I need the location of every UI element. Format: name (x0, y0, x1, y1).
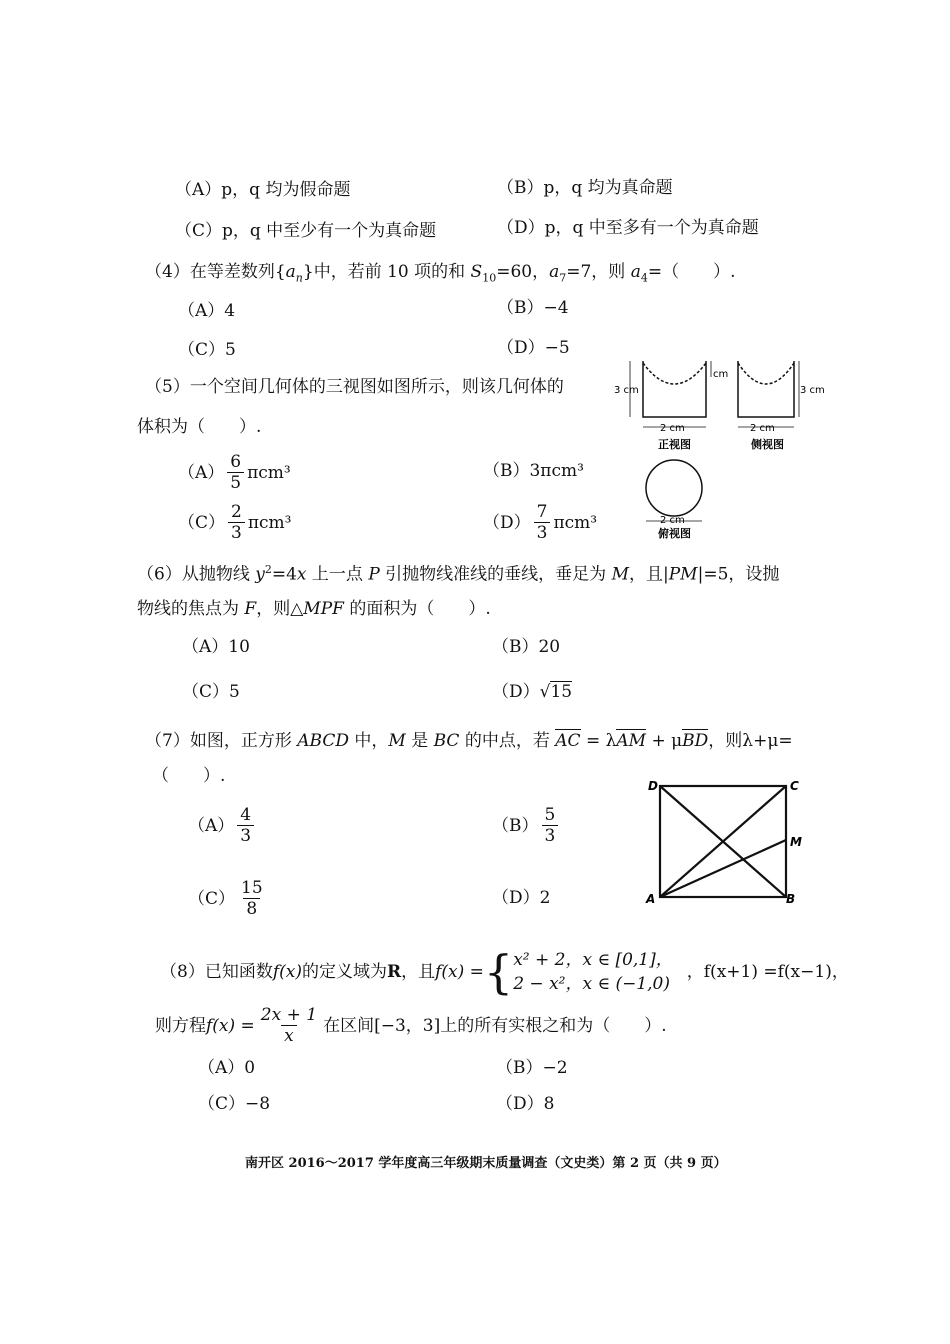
vertex-b-label: B (786, 892, 796, 906)
q3-option-b: （B）p，q 均为真命题 (497, 178, 673, 198)
side-view (738, 361, 799, 427)
q7-option-b: （B） $\frac{5}{3}$ (492, 805, 561, 846)
q5-option-c: （C） $\frac{2}{3}$ πcm³ (178, 502, 292, 543)
q8-option-b: （B）−2 (496, 1058, 568, 1078)
q7-stem-line1: （7）如图，正方形 ABCD 中，M 是 BC 的中点，若 AC = λAM + μBD，则λ+μ= (145, 731, 793, 751)
side-view-caption: 侧视图 (751, 438, 784, 451)
q4-option-b: （B）−4 (497, 298, 569, 318)
point-m-label: M (790, 835, 802, 849)
q6-option-d: （D）√15 (492, 682, 573, 702)
vertex-a-label: A (646, 892, 656, 906)
top-view-caption: 俯视图 (658, 527, 691, 540)
q8-option-c: （C）−8 (198, 1094, 271, 1114)
top-view-circle (646, 460, 702, 516)
q6-stem-line2: 物线的焦点为 F，则△MPF 的面积为（ ）. (137, 599, 491, 619)
front-view-caption: 正视图 (658, 438, 691, 451)
page-footer: 南开区 2016～2017 学年度高三年级期末质量调查（文史类）第 2 页（共 9 页） (245, 1156, 727, 1171)
q7-square-figure (640, 772, 820, 912)
side-dim-width: 2 cm (750, 423, 775, 434)
front-dim-depth: cm (713, 369, 729, 380)
front-dim-width: 2 cm (660, 423, 685, 434)
q7-option-a: （A） $\frac{4}{3}$ (188, 805, 257, 846)
q8-option-a: （A）0 (198, 1058, 256, 1078)
vertex-d-label: D (648, 779, 658, 793)
q5-stem-line2: 体积为（ ）. (137, 417, 262, 437)
q3-option-a: （A）p，q 均为假命题 (175, 180, 351, 200)
vertex-c-label: C (790, 779, 799, 793)
side-dim-height: 3 cm (800, 385, 825, 396)
q5-option-d: （D） $\frac{7}{3}$ πcm³ (483, 502, 598, 543)
q4-stem: （4）在等差数列$\{a_n\}$中，若前 10 项的和 $S_{10}=60$，$a_7=7$，则 $a_4=$（ ）. (145, 262, 736, 285)
q7-stem-line2: （ ）. (152, 766, 226, 786)
q8-stem-line2: 则方程 f(x) = $\frac{2x + 1}{x}$ 在区间[−3，3]上的所有实根之和为（ ）. (155, 1005, 667, 1046)
q5-three-view-figure (610, 355, 840, 545)
q3-option-c: （C）p，q 中至少有一个为真命题 (175, 221, 437, 241)
top-dim-width: 2 cm (660, 515, 685, 526)
q7-option-d: （D）2 (492, 888, 551, 908)
q4-option-a: （A）4 (178, 301, 236, 321)
q3-option-d: （D）p，q 中至多有一个为真命题 (497, 218, 759, 238)
q5-option-a: （A） $\frac{6}{5}$ πcm³ (178, 452, 291, 493)
q4-option-c: （C）5 (178, 340, 236, 360)
front-view (630, 361, 711, 427)
q5-option-b: （B）3πcm³ (483, 461, 584, 481)
segment-am (660, 840, 786, 897)
q5-stem-line1: （5）一个空间几何体的三视图如图所示，则该几何体的 (145, 377, 564, 397)
q7-option-c: （C） $\frac{15}{8}$ (188, 878, 263, 919)
q4-option-d: （D）−5 (497, 338, 570, 358)
q8-option-d: （D）8 (496, 1094, 555, 1114)
q6-stem-line1: （6）从抛物线 $y^2=4x$ 上一点 P 引抛物线准线的垂线，垂足为 M，且|PM|=5，设抛 (137, 563, 780, 585)
q6-option-c: （C）5 (182, 682, 240, 702)
q6-option-b: （B）20 (492, 637, 561, 657)
q8-stem-line1: （8）已知函数 f(x) 的定义域为 R ，且 f(x) = { x² + 2，x ∈ [0,1]， 2 − x²，x ∈ (−1,0) ，f(x+1) =f(x−1)， (160, 945, 849, 999)
q6-option-a: （A）10 (182, 637, 250, 657)
front-dim-height: 3 cm (614, 385, 639, 396)
